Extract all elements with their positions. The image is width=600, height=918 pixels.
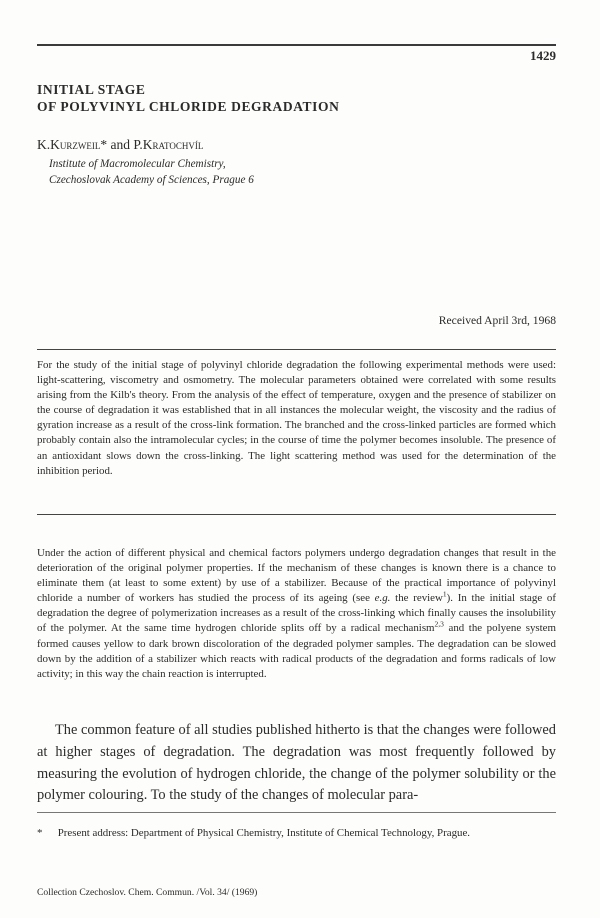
abstract-text: For the study of the initial stage of polyvinyl chloride degradation the following experimental methods were used: light-scattering, viscometry and osmometry. The molecular parameters obtained were correlated with some results arising from the Kilb's theory. From the analysis of the effect of temperature, oxygen and the presence of stabilizer on the course of degradation it was established that in all instances the molecular weight, the viscosity and the radius of gyration increase as a result of the cross-link formation. The branched and the cross-linked particles are formed which probably contain also the intramolecular cycles; in the course of time the polymer becomes insoluble. The presence of an antioxidant slows down the cross-linking. The light scattering method was used for the determination of the inhibition period.	[37, 359, 556, 477]
affiliation-line-2: Czechoslovak Academy of Sciences, Prague 6	[49, 174, 254, 186]
article-title-line-1: INITIAL STAGE	[37, 82, 146, 97]
body-paragraph	[37, 720, 556, 807]
intro-text: Under the action of different physical and chemical factors polymers undergo degradation changes that result in the deterioration of the original polymer properties. If the mechanism of these changes is known there is a chance to eliminate them (at least to some extent) by use of a stabilizer. Because of the practical importance of polyvinyl chloride a number of workers has studied the process of its ageing (see e.g. the review$^1$). In the initial stage of degradation the degree of polymerization increases as a result of the cross-linking which finally causes the insolubility of the polymer. At the same time hydrogen chloride splits off by a radical mechanism$^{2,3}$ and the polyene system formed causes yellow to dark brown discoloration of the degraded polymer samples. The degradation can be slowed down by the addition of a stabilizer which reacts with radical products of the degradation and forms radicals of low activity; in this way the chain reaction is interrupted.	[37, 547, 556, 680]
affiliation-line-1: Institute of Macromolecular Chemistry,	[49, 158, 226, 170]
journal-footer: Collection Czechoslov. Chem. Commun. /Vol. 34/ (1969)	[37, 887, 258, 898]
author-conjunction: and	[110, 137, 130, 152]
author2-initial: P.	[133, 137, 143, 152]
abstract-bottom-rule	[37, 514, 556, 515]
author1-initial: K.	[37, 137, 51, 152]
author1-footnote-marker: *	[100, 137, 108, 152]
footnote-text: Present address: Department of Physical Chemistry, Institute of Chemical Technology, Prague.	[57, 827, 471, 839]
intro-paragraph	[37, 546, 556, 682]
article-title-line-2: OF POLYVINYL CHLORIDE DEGRADATION	[37, 99, 340, 114]
citation-2-3: 2,3	[434, 619, 444, 629]
author2-surname: Kratochvíl	[142, 137, 204, 152]
page-number: 1429	[530, 48, 556, 63]
abstract	[37, 358, 556, 479]
footnote-rule	[37, 812, 556, 813]
header-rule	[37, 44, 556, 46]
body-text: The common feature of all studies published hitherto is that the changes were followed at higher stages of degradation. The degradation was most frequently followed by measuring the evolution of hydrogen chloride, the change of the polymer solubility or the polymer colouring. To the study of the changes of molecular para-	[37, 722, 556, 804]
footnote-marker: *	[37, 827, 43, 839]
author1-surname: Kurzweil	[50, 137, 101, 152]
footnote	[37, 826, 556, 841]
received-date: Received April 3rd, 1968	[438, 314, 556, 327]
citation-1: 1	[442, 589, 447, 599]
abstract-top-rule	[37, 349, 556, 350]
author-line	[37, 137, 203, 153]
